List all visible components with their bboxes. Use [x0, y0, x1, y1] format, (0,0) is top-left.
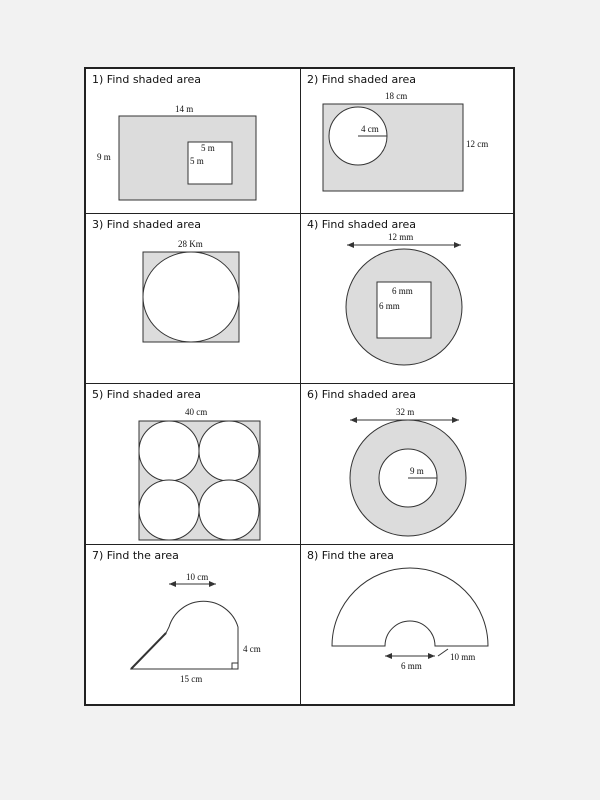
label-inner-height: 5 m — [190, 156, 204, 166]
right-angle-marker — [232, 663, 238, 669]
radius-pointer — [438, 649, 448, 656]
problem-1-title: 1) Find shaded area — [92, 73, 202, 86]
label-side: 40 cm — [185, 407, 208, 417]
arrow-head-right — [428, 653, 435, 659]
label-radius: 4 cm — [361, 124, 379, 134]
problem-3-cell — [86, 214, 301, 384]
label-height: 12 cm — [466, 139, 489, 149]
problem-7-cell — [86, 545, 301, 704]
problem-5-title: 5) Find shaded area — [92, 388, 202, 401]
arrow-head-left — [169, 581, 176, 587]
label-inner-width: 6 mm — [392, 286, 413, 296]
arrow-head-right — [452, 417, 459, 423]
problem-3-figure — [86, 214, 301, 384]
label-right: 4 cm — [243, 644, 261, 654]
problem-8-figure — [301, 545, 513, 704]
problem-8-title: 8) Find the area — [307, 549, 394, 562]
slanted-edge — [131, 633, 166, 669]
semicircular-arch — [332, 568, 488, 646]
arrow-head-left — [347, 242, 354, 248]
label-inner-height: 6 mm — [379, 301, 400, 311]
label-diameter: 12 mm — [388, 232, 414, 242]
label-base: 15 cm — [180, 674, 203, 684]
label-inner-radius: 9 m — [410, 466, 424, 476]
problem-6-cell — [301, 384, 513, 545]
problem-4-figure — [301, 214, 513, 384]
problem-8-cell — [301, 545, 513, 704]
problem-7-title: 7) Find the area — [92, 549, 179, 562]
inscribed-circle — [143, 252, 239, 342]
arrow-head-right — [209, 581, 216, 587]
arrow-head-left — [350, 417, 357, 423]
circle-top-left — [139, 421, 199, 481]
circle-bottom-right — [199, 480, 259, 540]
label-side: 28 Km — [178, 239, 203, 249]
problem-6-figure — [301, 384, 513, 545]
problem-5-figure — [86, 384, 301, 545]
arrow-head-left — [385, 653, 392, 659]
label-diameter: 32 m — [396, 407, 415, 417]
problem-7-figure — [86, 545, 301, 704]
label-inner-width: 6 mm — [401, 661, 422, 671]
circle-bottom-left — [139, 480, 199, 540]
problem-1-figure — [86, 69, 301, 214]
problem-1-cell — [86, 69, 301, 214]
problem-2-cell — [301, 69, 513, 214]
label-top: 10 cm — [186, 572, 209, 582]
label-inner-width: 5 m — [201, 143, 215, 153]
problem-grid — [84, 67, 515, 706]
problem-4-title: 4) Find shaded area — [307, 218, 417, 231]
label-radius: 10 mm — [450, 652, 476, 662]
label-width: 18 cm — [385, 91, 408, 101]
composite-shape — [131, 601, 238, 669]
problem-2-figure — [301, 69, 513, 214]
label-height: 9 m — [97, 152, 111, 162]
problem-5-cell — [86, 384, 301, 545]
problem-2-title: 2) Find shaded area — [307, 73, 417, 86]
arrow-head-right — [454, 242, 461, 248]
circle-top-right — [199, 421, 259, 481]
problem-4-cell — [301, 214, 513, 384]
problem-3-title: 3) Find shaded area — [92, 218, 202, 231]
label-width: 14 m — [175, 104, 194, 114]
problem-6-title: 6) Find shaded area — [307, 388, 417, 401]
